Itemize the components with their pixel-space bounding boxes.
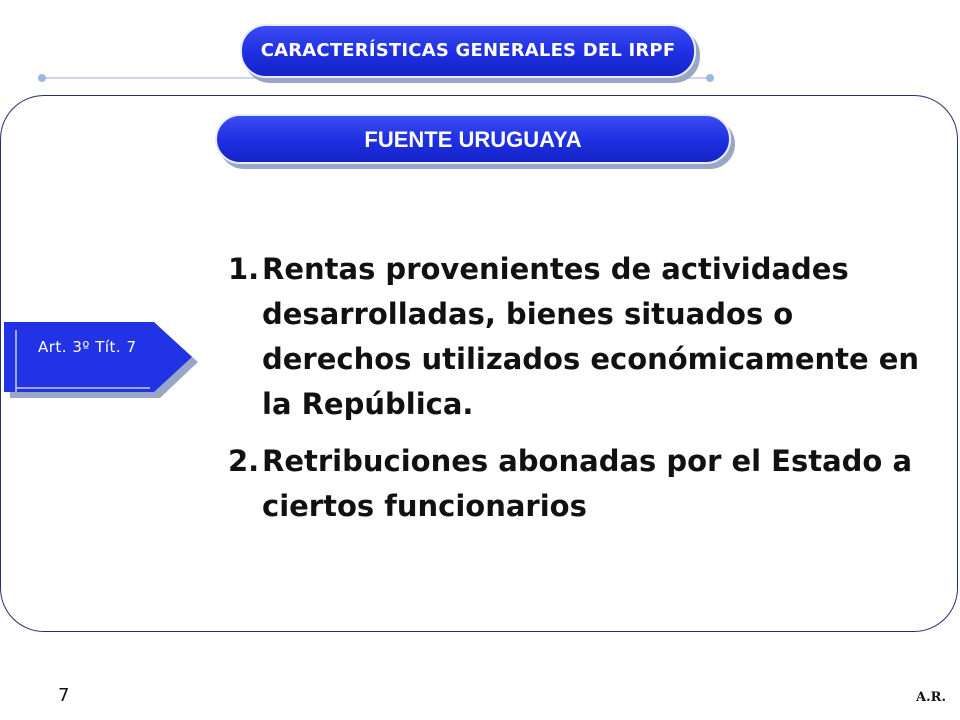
author-initials: A.R. [916, 690, 946, 705]
page-number: 7 [58, 685, 70, 706]
list-item-text: Retribuciones abonadas por el Estado a ciertos funcionarios [262, 444, 913, 523]
list-item [228, 247, 928, 427]
list-item-number: 1. [228, 252, 260, 286]
list-item [228, 439, 928, 529]
article-tab-shape [0, 322, 200, 402]
article-reference-label: Art. 3º Tít. 7 [38, 338, 137, 356]
header-rule-right-dot [706, 74, 714, 82]
slide-header-title: CARACTERÍSTICAS GENERALES DEL IRPF [240, 24, 696, 78]
list-item-number: 2. [228, 444, 260, 478]
article-reference-tab [0, 322, 200, 394]
list-item-text: Rentas provenientes de actividades desarrolladas, bienes situados o derechos utilizados económicamente en la República. [262, 252, 920, 421]
header-rule-left-dot [38, 74, 46, 82]
section-title: FUENTE URUGUAYA [215, 114, 731, 164]
income-source-list [228, 247, 928, 541]
